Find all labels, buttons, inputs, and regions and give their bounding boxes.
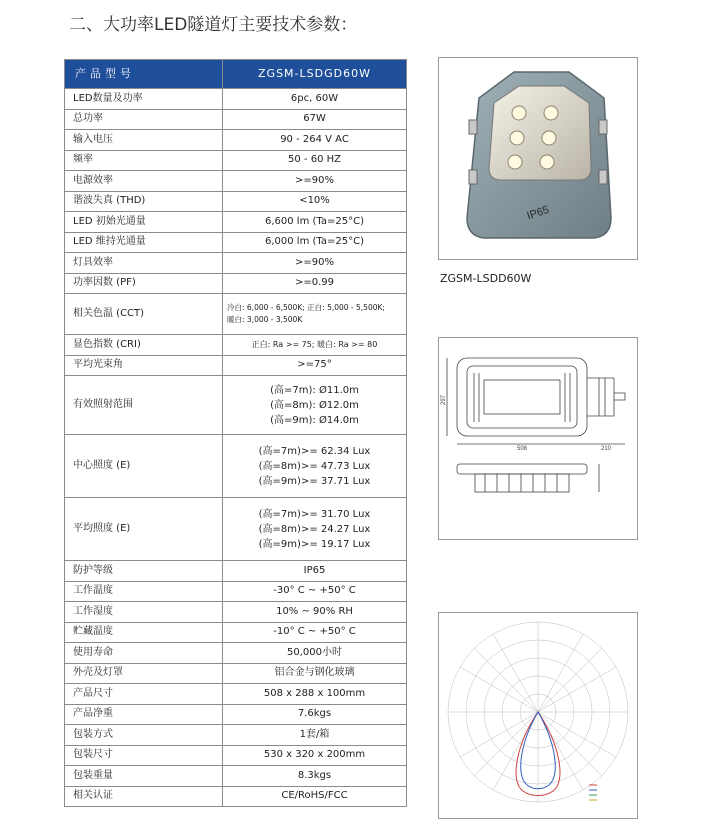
table-row	[65, 561, 407, 582]
table-row	[65, 171, 407, 192]
product-photo-panel	[438, 57, 638, 260]
row-label: LED 初始光通量	[65, 212, 223, 233]
row-label: 谐波失真 (THD)	[65, 191, 223, 212]
row-value: >=0.99	[223, 273, 407, 294]
center-value	[223, 435, 407, 498]
row-label: 总功率	[65, 109, 223, 130]
row-value: <10%	[223, 191, 407, 212]
row-label: 外壳及灯罩	[65, 663, 223, 684]
table-row	[65, 663, 407, 684]
table-row	[65, 191, 407, 212]
row-value: 6,000 lm (Ta=25°C)	[223, 232, 407, 253]
table-row	[65, 786, 407, 807]
table-row-range	[65, 376, 407, 435]
table-header-row	[65, 60, 407, 89]
row-value: >=75°	[223, 355, 407, 376]
row-label: 使用寿命	[65, 643, 223, 664]
row-value: 1套/箱	[223, 725, 407, 746]
table-row	[65, 355, 407, 376]
table-row	[65, 212, 407, 233]
ip65-badge: IP65	[525, 203, 551, 223]
row-label: 防护等级	[65, 561, 223, 582]
row-value: 530 x 320 x 200mm	[223, 745, 407, 766]
average-value	[223, 498, 407, 561]
row-value: IP65	[223, 561, 407, 582]
polar-distribution-diagram	[439, 613, 637, 818]
row-label: 包装方式	[65, 725, 223, 746]
row-label: 包装尺寸	[65, 745, 223, 766]
table-row	[65, 684, 407, 705]
row-label: 平均照度 (E)	[65, 498, 223, 561]
row-value: 10% ~ 90% RH	[223, 602, 407, 623]
row-value: 50 - 60 HZ	[223, 150, 407, 171]
table-row-cri	[65, 335, 407, 356]
table-row	[65, 704, 407, 725]
row-label: 相关色温 (CCT)	[65, 294, 223, 335]
row-label: 灯具效率	[65, 253, 223, 274]
header-model: ZGSM-LSDGD60W	[223, 60, 407, 89]
table-row-average	[65, 498, 407, 561]
row-value: 8.3kgs	[223, 766, 407, 787]
row-value: >=90%	[223, 171, 407, 192]
row-value: >=90%	[223, 253, 407, 274]
row-value: 50,000小时	[223, 643, 407, 664]
table-row	[65, 89, 407, 110]
row-label: 频率	[65, 150, 223, 171]
row-label: 显色指数 (CRI)	[65, 335, 223, 356]
cct-line-1: 冷白: 6,000 - 6,500K; 正白: 5,000 - 5,500K;	[227, 303, 385, 312]
row-value: 铝合金与钢化玻璃	[223, 663, 407, 684]
row-label: 贮藏温度	[65, 622, 223, 643]
table-row-cct	[65, 294, 407, 335]
table-row	[65, 602, 407, 623]
table-row	[65, 109, 407, 130]
table-row	[65, 273, 407, 294]
cri-value: 正白: Ra >= 75; 暖白: Ra >= 80	[223, 335, 407, 356]
row-value: 67W	[223, 109, 407, 130]
row-value: -10° C ~ +50° C	[223, 622, 407, 643]
average-line-3: (高=9m)>= 19.17 Lux	[258, 538, 371, 550]
dimension-drawing	[439, 338, 637, 539]
table-row	[65, 130, 407, 151]
table-row	[65, 232, 407, 253]
range-value	[223, 376, 407, 435]
center-line-3: (高=9m)>= 37.71 Lux	[258, 475, 371, 487]
row-value: -30° C ~ +50° C	[223, 581, 407, 602]
row-label: 有效照射范围	[65, 376, 223, 435]
row-value: 6pc, 60W	[223, 89, 407, 110]
height-dimension: 297	[441, 394, 447, 406]
light-distribution-panel	[438, 612, 638, 819]
table-row	[65, 622, 407, 643]
table-row	[65, 643, 407, 664]
table-row	[65, 766, 407, 787]
table-row-center	[65, 435, 407, 498]
row-label: 相关认证	[65, 786, 223, 807]
cct-value	[223, 294, 407, 335]
table-row	[65, 745, 407, 766]
center-line-2: (高=8m)>= 47.73 Lux	[258, 460, 371, 472]
range-line-2: (高=8m): Ø12.0m	[270, 399, 359, 411]
table-row	[65, 150, 407, 171]
depth-dimension: 210	[600, 446, 612, 452]
row-label: 工作温度	[65, 581, 223, 602]
row-value: CE/RoHS/FCC	[223, 786, 407, 807]
row-value: 7.6kgs	[223, 704, 407, 725]
row-label: 功率因数 (PF)	[65, 273, 223, 294]
average-line-2: (高=8m)>= 24.27 Lux	[258, 523, 371, 535]
row-label: 产品尺寸	[65, 684, 223, 705]
row-label: 输入电压	[65, 130, 223, 151]
row-label: 工作湿度	[65, 602, 223, 623]
row-label: 平均光束角	[65, 355, 223, 376]
width-dimension: 508	[516, 446, 528, 452]
product-model-caption: ZGSM-LSDD60W	[440, 272, 532, 285]
technical-drawing-panel	[438, 337, 638, 540]
range-line-3: (高=9m): Ø14.0m	[270, 414, 359, 426]
range-line-1: (高=7m): Ø11.0m	[270, 384, 359, 396]
row-value: 90 - 264 V AC	[223, 130, 407, 151]
spec-table	[64, 59, 407, 807]
page-title: 二、大功率LED隧道灯主要技术参数：	[69, 15, 358, 35]
row-label: 电源效率	[65, 171, 223, 192]
table-row	[65, 253, 407, 274]
row-value: 6,600 lm (Ta=25°C)	[223, 212, 407, 233]
table-row	[65, 725, 407, 746]
row-label: 产品净重	[65, 704, 223, 725]
row-label: LED数量及功率	[65, 89, 223, 110]
cct-line-2: 暖白: 3,000 - 3,500K	[227, 315, 303, 324]
center-line-1: (高=7m)>= 62.34 Lux	[258, 445, 371, 457]
row-label: LED 维持光通量	[65, 232, 223, 253]
average-line-1: (高=7m)>= 31.70 Lux	[258, 508, 371, 520]
table-row	[65, 581, 407, 602]
row-value: 508 x 288 x 100mm	[223, 684, 407, 705]
header-label: 产品型号	[65, 60, 223, 89]
row-label: 中心照度 (E)	[65, 435, 223, 498]
tunnel-light-photo	[439, 58, 637, 259]
row-label: 包装重量	[65, 766, 223, 787]
